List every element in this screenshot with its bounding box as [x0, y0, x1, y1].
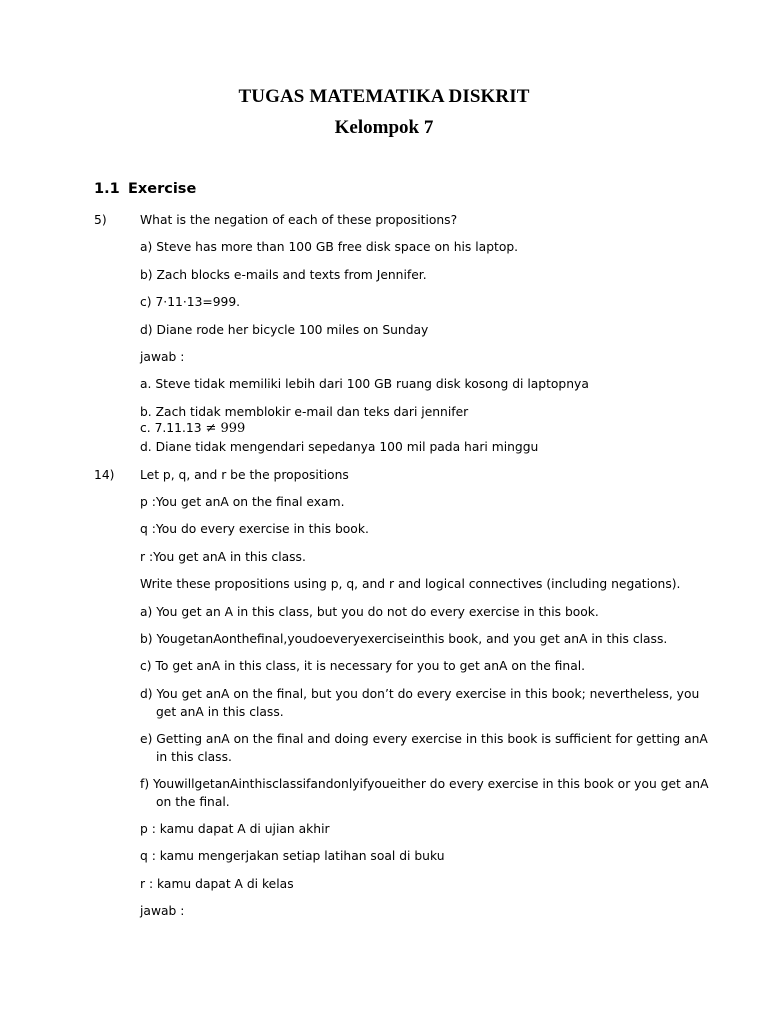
question-5-item-b: b) Zach blocks e-mails and texts from Jennifer.: [140, 268, 427, 282]
question-14-item-d-cont: get anA in this class.: [156, 705, 284, 719]
proposition-p: p :You get anA on the final exam.: [140, 495, 345, 509]
question-14-prompt: Let p, q, and r be the propositions: [140, 468, 349, 482]
question-5-number: 5): [94, 213, 107, 227]
not-equal-value: ≠ 999: [205, 421, 246, 436]
section-heading: [94, 182, 196, 196]
question-5-prompt: What is the negation of each of these propositions?: [140, 213, 458, 227]
question-5-item-d: d) Diane rode her bicycle 100 miles on Sunday: [140, 323, 429, 337]
document-title: TUGAS MATEMATIKA DISKRIT: [238, 86, 530, 107]
question-5-answer-c: [140, 421, 245, 436]
question-14-item-d: d) You get anA on the final, but you don’t do every exercise in this book; nevertheless, you: [140, 687, 700, 701]
document-subtitle: Kelompok 7: [334, 117, 434, 138]
proposition-r: r :You get anA in this class.: [140, 550, 306, 564]
proposition-q: q :You do every exercise in this book.: [140, 522, 369, 536]
section-title: Exercise: [128, 181, 197, 197]
question-5-item-c: c) 7·11·13=999.: [140, 295, 241, 309]
question-5-answer-label: jawab :: [140, 350, 185, 364]
question-14-item-a: a) You get an A in this class, but you do not do every exercise in this book.: [140, 605, 599, 619]
question-5-answer-d: d. Diane tidak mengendari sepedanya 100 mil pada hari minggu: [140, 440, 539, 454]
translation-q: q : kamu mengerjakan setiap latihan soal di buku: [140, 849, 445, 863]
answer-c-text: c. 7.11.13: [140, 421, 202, 435]
question-14-item-c: c) To get anA in this class, it is necessary for you to get anA on the final.: [140, 659, 586, 673]
question-14-number: 14): [94, 468, 115, 482]
translation-p: p : kamu dapat A di ujian akhir: [140, 822, 330, 836]
question-14-item-f-cont: on the final.: [156, 795, 230, 809]
question-14-item-f: f) YouwillgetanAinthisclassifandonlyifyoueither do every exercise in this book or you get anA: [140, 777, 709, 791]
question-5-item-a: a) Steve has more than 100 GB free disk space on his laptop.: [140, 240, 519, 254]
question-14-instruction: Write these propositions using p, q, and r and logical connectives (including negations).: [140, 577, 681, 591]
question-14-answer-label: jawab :: [140, 904, 185, 918]
question-5-answer-b: b. Zach tidak memblokir e-mail dan teks dari jennifer: [140, 405, 469, 419]
translation-r: r : kamu dapat A di kelas: [140, 877, 294, 891]
question-14-item-e: e) Getting anA on the final and doing every exercise in this book is sufficient for getting anA: [140, 732, 708, 746]
question-14-item-e-cont: in this class.: [156, 750, 232, 764]
section-number: 1.1: [94, 181, 120, 197]
question-14-item-b: b) YougetanAonthefinal,youdoeveryexerciseinthis book, and you get anA in this class.: [140, 632, 668, 646]
question-5-answer-a: a. Steve tidak memiliki lebih dari 100 GB ruang disk kosong di laptopnya: [140, 377, 589, 391]
